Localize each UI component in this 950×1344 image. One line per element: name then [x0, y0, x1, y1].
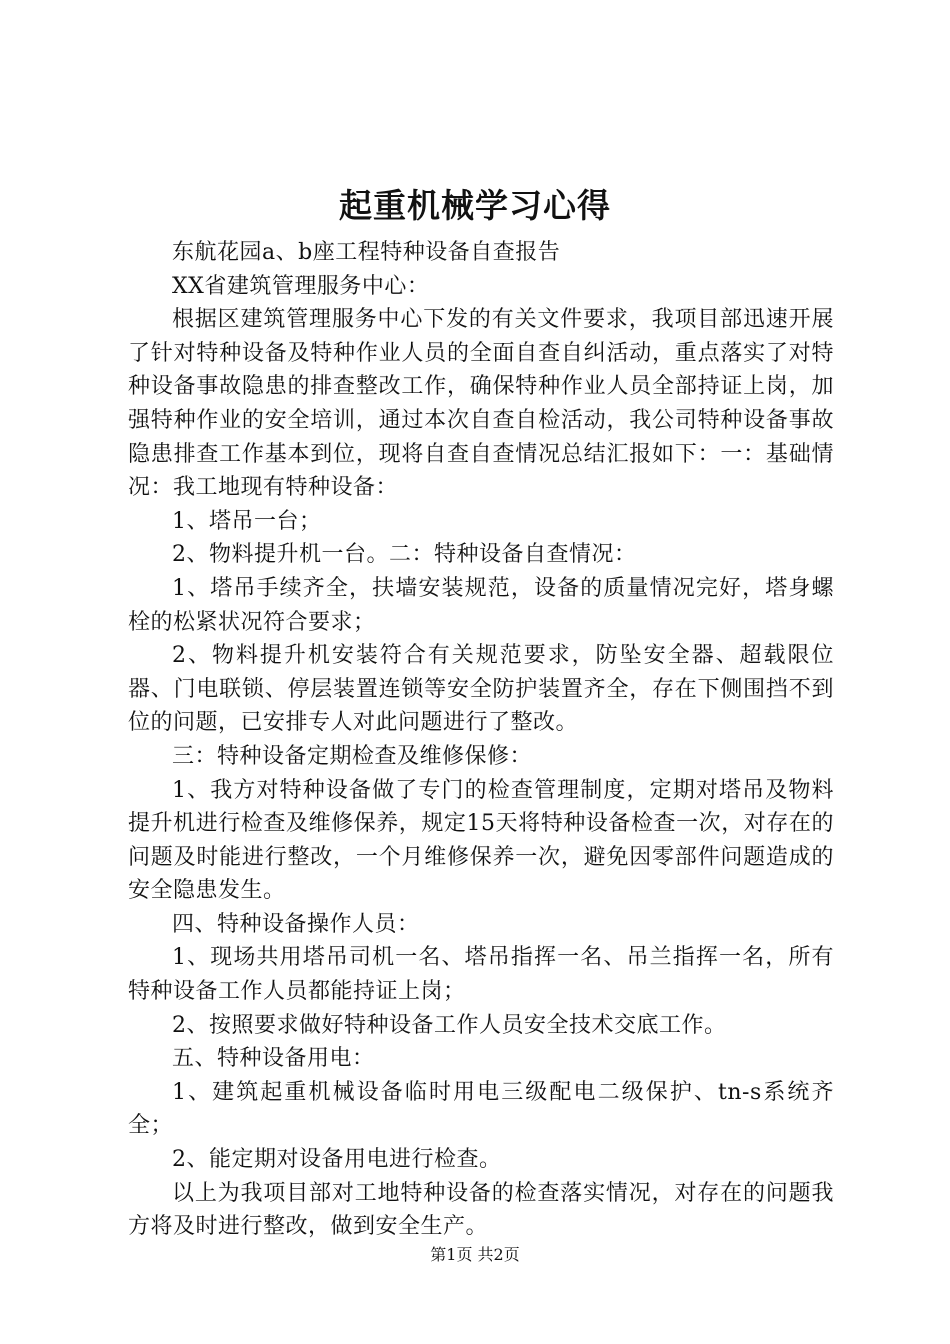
document-body [128, 236, 834, 1244]
paragraph-item: 1、现场共用塔吊司机一名、塔吊指挥一名、吊兰指挥一名，所有特种设备工作人员都能持证上岗； [128, 945, 834, 1005]
section-heading: 四、特种设备操作人员： [172, 911, 420, 937]
paragraph-item: 2、物料提升机一台。二：特种设备自查情况： [172, 542, 637, 568]
paragraph-item: 2、能定期对设备用电进行检查。 [172, 1147, 502, 1173]
paragraph-intro: 根据区建筑管理服务中心下发的有关文件要求，我项目部迅速开展了针对特种设备及特种作业人员的全面自查自纠活动，重点落实了对特种设备事故隐患的排查整改工作，确保特种作业人员全部持证上岗，加强特种作业的安全培训，通过本次自查自检活动，我公司特种设备事故隐患排查工作基本到位，现将自查自查情况总结汇报如下：一：基础情况：我工地现有特种设备： [128, 307, 834, 501]
page-footer: 第1页 共2页 [430, 1245, 520, 1264]
paragraph-item: 1、我方对特种设备做了专门的检查管理制度，定期对塔吊及物料提升机进行检查及维修保养，规定15天将特种设备检查一次，对存在的问题及时能进行整改，一个月维修保养一次，避免因零部件问题造成的安全隐患发生。 [128, 777, 834, 904]
paragraph-addressee: XX省建筑管理服务中心： [172, 273, 430, 299]
section-heading: 五、特种设备用电： [172, 1046, 375, 1072]
paragraph-conclusion: 以上为我项目部对工地特种设备的检查落实情况，对存在的问题我方将及时进行整改，做到安全生产。 [128, 1180, 834, 1240]
paragraph-item: 1、建筑起重机械设备临时用电三级配电二级保护、tn-s系统齐全； [128, 1079, 834, 1139]
paragraph-item: 1、塔吊一台； [172, 508, 322, 534]
section-heading: 三：特种设备定期检查及维修保修： [172, 743, 533, 769]
paragraph-item: 2、物料提升机安装符合有关规范要求，防坠安全器、超载限位器、门电联锁、停层装置连锁等安全防护装置齐全，存在下侧围挡不到位的问题，已安排专人对此问题进行了整改。 [128, 643, 834, 736]
paragraph-item: 2、按照要求做好特种设备工作人员安全技术交底工作。 [172, 1012, 727, 1038]
document-title: 起重机械学习心得 [339, 186, 611, 225]
paragraph-item: 1、塔吊手续齐全，扶墙安装规范，设备的质量情况完好，塔身螺栓的松紧状况符合要求； [128, 575, 834, 635]
paragraph-report-name: 东航花园a、b座工程特种设备自查报告 [172, 240, 561, 265]
